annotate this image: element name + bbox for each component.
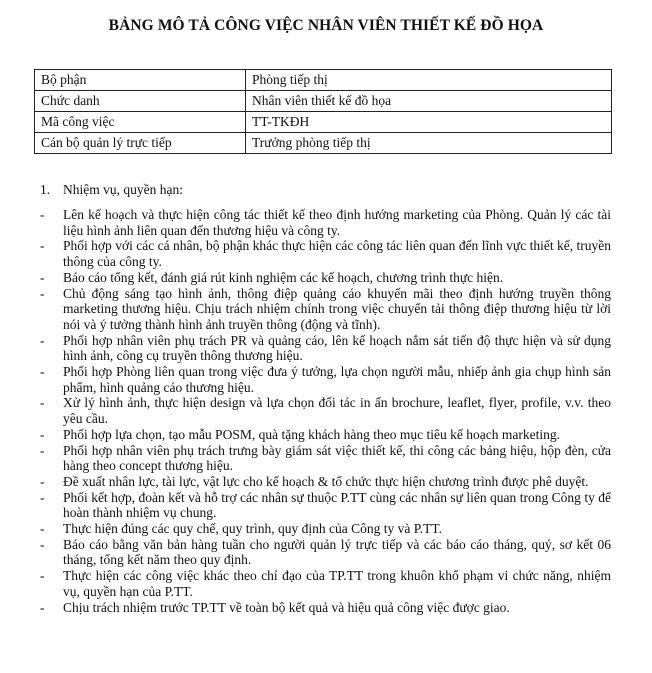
bullet-dash: - bbox=[40, 568, 45, 584]
list-item-text: Thực hiện đúng các quy chế, quy trình, quy định của Công ty và P.TT. bbox=[63, 521, 442, 537]
list-item bbox=[0, 238, 611, 269]
job-code-label: Mã công việc bbox=[35, 112, 246, 133]
list-item-text: Phối hợp nhân viên phụ trách trưng bày giám sát việc thiết kế, thi công các bảng hiệu, hộp đèn, cửa hàng theo concept thương hiệu. bbox=[63, 442, 611, 474]
list-item bbox=[0, 474, 611, 490]
list-item bbox=[0, 207, 611, 238]
duties-list bbox=[0, 207, 652, 615]
list-item-text: Báo cáo tổng kết, đánh giá rút kinh nghiệm các kế hoạch, chương trình thực hiện. bbox=[63, 269, 504, 285]
bullet-dash: - bbox=[40, 442, 45, 458]
list-item-text: Chủ động sáng tạo hình ảnh, thông điệp quảng cáo khuyến mãi theo định hướng truyền thông marketing thương hiệu. Chịu trách nhiệm chính trong việc chuyển tải thông điệp thương hiệu từ lời nói và ý tưởng thành hình ảnh truyền thông (động và tĩnh). bbox=[63, 285, 611, 332]
list-item-text: Phối hợp nhân viên phụ trách PR và quảng cáo, lên kế hoạch nắm sát tiến độ thực hiện và sử dụng hình ảnh, công cụ truyền thông thương hiệu. bbox=[63, 332, 611, 364]
bullet-dash: - bbox=[40, 207, 45, 222]
bullet-dash: - bbox=[40, 364, 45, 380]
bullet-dash: - bbox=[40, 521, 45, 537]
list-item-text: Đề xuất nhân lực, tài lực, vật lực cho kế hoạch & tổ chức thực hiện chương trình được phê duyệt. bbox=[63, 473, 589, 489]
table-row bbox=[35, 70, 612, 91]
list-item bbox=[0, 364, 611, 395]
list-item-text: Báo cáo bằng văn bản hàng tuần cho người quản lý trực tiếp và các báo cáo tháng, quý, sơ kết 06 tháng, tổng kết năm theo quy định. bbox=[63, 536, 611, 568]
bullet-dash: - bbox=[40, 269, 45, 285]
page-title: BẢNG MÔ TẢ CÔNG VIỆC NHÂN VIÊN THIẾT KẾ ĐỒ HỌA bbox=[108, 17, 544, 34]
list-item-text: Xử lý hình ảnh, thực hiện design và lựa chọn đối tác in ấn brochure, leaflet, flyer, profile, v.v. theo yêu cầu. bbox=[63, 395, 611, 427]
position-value: Nhân viên thiết kế đồ họa bbox=[246, 91, 612, 112]
bullet-dash: - bbox=[40, 536, 45, 552]
section-heading-text: Nhiệm vụ, quyền hạn: bbox=[63, 182, 183, 197]
department-label: Bộ phận bbox=[35, 70, 246, 91]
table-row bbox=[35, 112, 612, 133]
list-item bbox=[0, 521, 611, 537]
list-item bbox=[0, 537, 611, 568]
list-item bbox=[0, 600, 611, 616]
list-item bbox=[0, 270, 611, 286]
job-code-value: TT-TKĐH bbox=[246, 112, 612, 133]
department-value: Phòng tiếp thị bbox=[246, 70, 612, 91]
bullet-dash: - bbox=[40, 238, 45, 254]
section-number: 1. bbox=[40, 182, 51, 197]
position-label: Chức danh bbox=[35, 91, 246, 112]
list-item-text: Phối hợp lựa chọn, tạo mẫu POSM, quà tặng khách hàng theo mục tiêu kế hoạch marketing. bbox=[63, 426, 560, 442]
job-info-table bbox=[34, 69, 612, 154]
bullet-dash: - bbox=[40, 426, 45, 442]
list-item-text: Phối kết hợp, đoàn kết và hỗ trợ các nhân sự thuộc P.TT cùng các nhân sự liên quan trong Công ty để hoàn thành nhiệm vụ chung. bbox=[63, 489, 611, 521]
list-item bbox=[0, 443, 611, 474]
table-row bbox=[35, 133, 612, 154]
bullet-dash: - bbox=[40, 489, 45, 505]
list-item-text: Phối hợp Phòng liên quan trong việc đưa ý tưởng, lựa chọn người mẫu, nhiếp ảnh gia chụp hình sản phẩm, hình quảng cáo thương hiệu. bbox=[63, 364, 611, 395]
list-item-text: Phối hợp với các cá nhân, bộ phận khác thực hiện các công tác liên quan đến lĩnh vực thiết kế, truyền thông của công ty. bbox=[63, 238, 611, 270]
list-item bbox=[0, 333, 611, 364]
list-item bbox=[0, 490, 611, 521]
bullet-dash: - bbox=[40, 599, 45, 615]
table-row bbox=[35, 91, 612, 112]
list-item bbox=[0, 286, 611, 333]
list-item bbox=[0, 427, 611, 443]
list-item bbox=[0, 395, 611, 426]
list-item-text: Chịu trách nhiệm trước TP.TT về toàn bộ kết quả và hiệu quả công việc được giao. bbox=[63, 599, 510, 615]
bullet-dash: - bbox=[40, 473, 45, 489]
list-item-text: Thực hiện các công việc khác theo chỉ đạo của TP.TT trong khuôn khổ phạm vi chức năng, nhiệm vụ, quyền hạn của P.TT. bbox=[63, 568, 611, 599]
list-item-text: Lên kế hoạch và thực hiện công tác thiết kế theo định hướng marketing của Phòng. Quản lý các tài liệu hình ảnh liên quan đến thương hiệu và công ty. bbox=[63, 207, 611, 238]
list-item bbox=[0, 568, 611, 599]
direct-manager-label: Cán bộ quản lý trực tiếp bbox=[35, 133, 246, 154]
bullet-dash: - bbox=[40, 395, 45, 411]
bullet-dash: - bbox=[40, 332, 45, 348]
direct-manager-value: Trưởng phòng tiếp thị bbox=[246, 133, 612, 154]
bullet-dash: - bbox=[40, 285, 45, 301]
